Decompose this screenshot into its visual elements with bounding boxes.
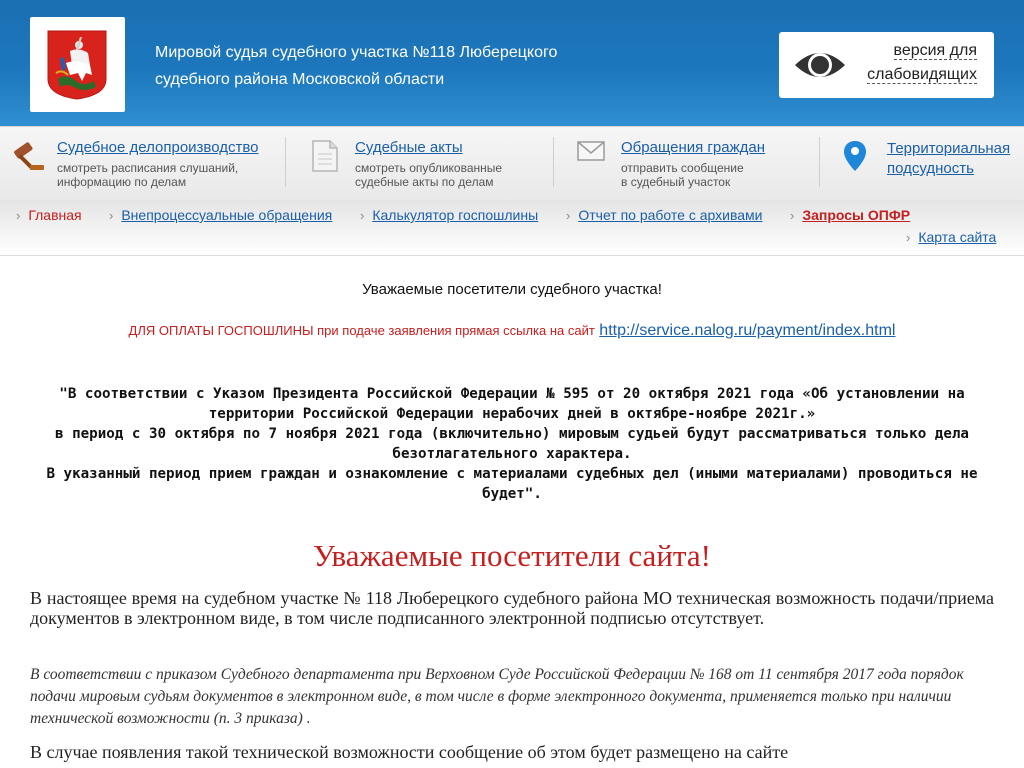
site-header [0,0,1024,126]
eye-icon [793,45,847,85]
decree-line: "В соответствии с Указом Президента Российской Федерации № 595 от 20 октября 2021 года «Об установлении на территории Российской Федерации нерабочих дней в октябре-ноябре 2021г.» [59,386,965,422]
decree-line: в период с 30 октября по 7 ноября 2021 года (включительно) мировым судьей будут рассматриваться только дела безотлагательного характера. [55,426,969,462]
nav-item-home[interactable] [16,207,82,223]
order-reference-text: В соответствии с приказом Судебного департамента при Верховном Суде Российской Федерации № 168 от 11 сентября 2017 года порядок подачи мировым судьям документов в электронном виде, в том числе в форме электронного документа, применяется только при наличии технической возможности (п. 3 приказа) . [30,666,964,727]
envelope-icon [576,139,606,163]
service-desc-line: информацию по делам [57,175,187,189]
nav-item-site-map[interactable] [906,229,996,245]
service-desc-line: смотреть опубликованные [355,161,503,175]
service-desc-line: судебные акты по делам [355,175,494,189]
breadcrumb-nav [0,200,1024,256]
nav-link[interactable]: Запросы ОПФР [802,207,911,223]
low-vision-version-button[interactable] [779,32,994,98]
fee-payment-text: ДЛЯ ОПЛАТЫ ГОСПОШЛИНЫ при подаче заявления прямая ссылка на сайт [128,323,595,338]
decree-notice [30,384,994,504]
nav-link-home[interactable]: Главная [28,207,82,223]
chevron-right-icon: › [790,208,795,223]
document-icon [310,139,340,173]
service-title[interactable]: Судебное делопроизводство [57,139,259,156]
service-desc-line: отправить сообщение [621,161,744,175]
services-bar [0,126,1024,200]
nav-item-archive-report[interactable] [566,207,762,223]
chevron-right-icon: › [566,208,571,223]
separator [285,137,286,187]
low-vision-label: версия для слабовидящих [867,42,977,83]
chevron-right-icon: › [109,208,114,223]
service-title-line[interactable]: подсудность [887,160,974,177]
chevron-right-icon: › [360,208,365,223]
nav-item-opfr-requests[interactable] [790,207,910,223]
electronic-filing-notice: В настоящее время на судебном участке № 118 Люберецкого судебного района МО техническая возможность подачи/приема документов в электронном виде, в том числе подписанного электронной подписью отсутствует. [30,588,994,628]
map-pin-icon [842,139,868,173]
chevron-right-icon: › [16,208,21,223]
service-title[interactable]: Судебные акты [355,139,463,156]
nav-link[interactable]: Калькулятор госпошлины [372,207,539,223]
site-visitors-heading: Уважаемые посетители сайта! [313,538,711,573]
service-desc-line: в судебный участок [621,175,731,189]
service-title[interactable]: Обращения граждан [621,139,765,156]
future-announcement-text: В случае появления такой технической возможности сообщение об этом будет размещено на сайте [30,742,789,762]
separator [553,137,554,187]
fee-payment-line [0,322,1024,340]
nav-link[interactable]: Внепроцессуальные обращения [121,207,333,223]
coat-of-arms-logo[interactable] [30,17,125,112]
nav-link[interactable]: Карта сайта [918,229,997,245]
fee-payment-link[interactable]: http://service.nalog.ru/payment/index.html [599,322,896,339]
nav-item-extraprocedural[interactable] [109,207,332,223]
nav-item-fee-calculator[interactable] [360,207,538,223]
gavel-icon [12,139,46,173]
court-visitors-greeting: Уважаемые посетители судебного участка! [362,281,662,298]
service-desc-line: смотреть расписания слушаний, [57,161,239,175]
site-title: Мировой судья судебного участка №118 Люберецкого судебного района Московской области [155,44,558,88]
nav-link[interactable]: Отчет по работе с архивами [578,207,763,223]
decree-line: В указанный период прием граждан и ознакомление с материалами судебных дел (иными материалами) проводиться не будет". [46,466,978,502]
service-title[interactable] [887,139,1010,179]
moscow-coat-of-arms-icon [46,29,108,101]
service-title-line[interactable]: Территориальная [887,140,1011,157]
separator [819,137,820,187]
chevron-right-icon: › [906,230,911,245]
